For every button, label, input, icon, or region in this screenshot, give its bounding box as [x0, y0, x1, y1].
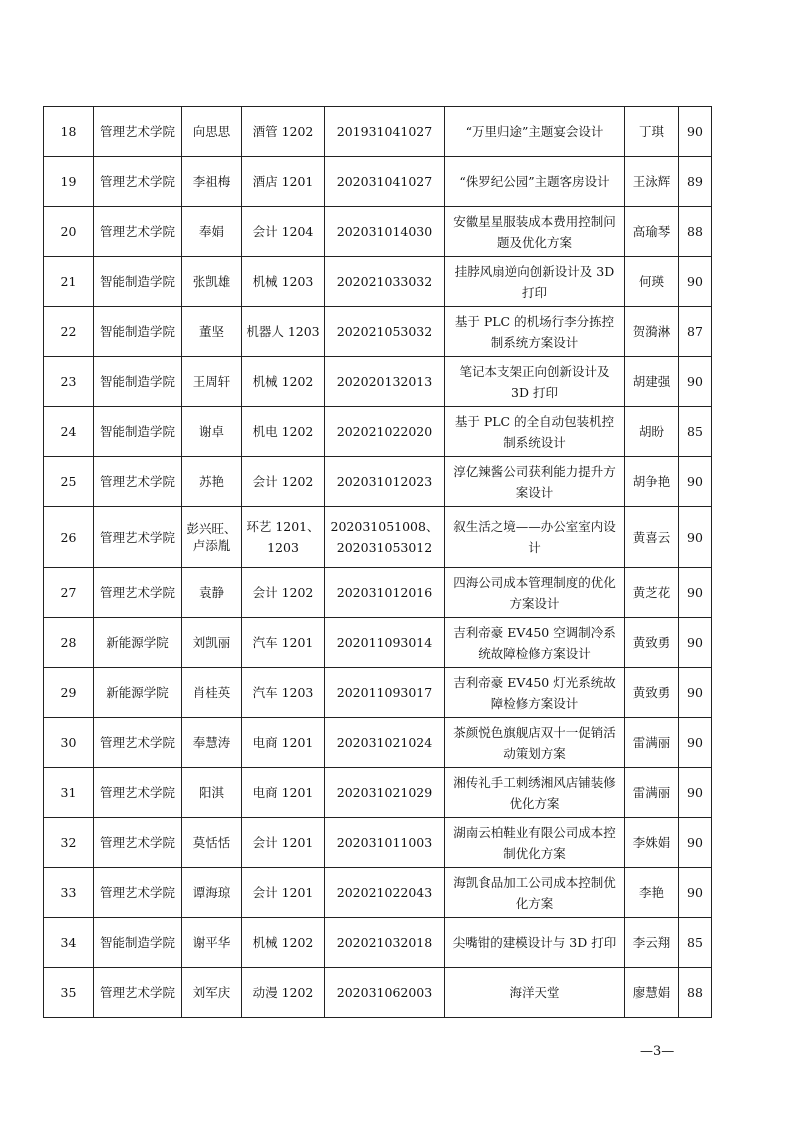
advisor-cell: 贺漪淋	[625, 307, 679, 357]
student-id-cell: 202031062003	[325, 968, 445, 1018]
student-name-cell: 刘军庆	[182, 968, 242, 1018]
row-number-cell: 34	[44, 918, 94, 968]
table-row	[44, 257, 712, 307]
table-row	[44, 157, 712, 207]
row-number-cell: 28	[44, 618, 94, 668]
table-row	[44, 507, 712, 568]
topic-cell: 湖南云柏鞋业有限公司成本控制优化方案	[445, 818, 625, 868]
topic-cell: 笔记本支架正向创新设计及 3D 打印	[445, 357, 625, 407]
row-number-cell: 29	[44, 668, 94, 718]
student-id-cell: 202031012023	[325, 457, 445, 507]
score-cell: 90	[679, 568, 712, 618]
score-cell: 87	[679, 307, 712, 357]
class-cell: 酒管 1202	[242, 107, 325, 157]
college-cell: 管理艺术学院	[94, 568, 182, 618]
student-id-cell: 202031011003	[325, 818, 445, 868]
advisor-cell: 雷满丽	[625, 768, 679, 818]
score-cell: 90	[679, 107, 712, 157]
page-number: —3—	[640, 1044, 675, 1059]
topic-cell: 吉利帝豪 EV450 灯光系统故障检修方案设计	[445, 668, 625, 718]
row-number-cell: 19	[44, 157, 94, 207]
advisor-cell: 高瑜琴	[625, 207, 679, 257]
college-cell: 智能制造学院	[94, 407, 182, 457]
table-row	[44, 407, 712, 457]
student-name-cell: 肖桂英	[182, 668, 242, 718]
results-table	[43, 106, 712, 1018]
score-cell: 90	[679, 457, 712, 507]
class-cell: 酒店 1201	[242, 157, 325, 207]
row-number-cell: 21	[44, 257, 94, 307]
topic-cell: 茶颜悦色旗舰店双十一促销活动策划方案	[445, 718, 625, 768]
score-cell: 88	[679, 968, 712, 1018]
student-id-cell: 202031021024	[325, 718, 445, 768]
table-row	[44, 968, 712, 1018]
topic-cell: 海洋天堂	[445, 968, 625, 1018]
row-number-cell: 24	[44, 407, 94, 457]
score-cell: 90	[679, 507, 712, 568]
advisor-cell: 李云翔	[625, 918, 679, 968]
class-cell: 汽车 1201	[242, 618, 325, 668]
score-cell: 90	[679, 357, 712, 407]
advisor-cell: 李艳	[625, 868, 679, 918]
class-cell: 环艺 1201、1203	[242, 507, 325, 568]
table-row	[44, 357, 712, 407]
results-table-container	[43, 106, 711, 1018]
advisor-cell: 廖慧娟	[625, 968, 679, 1018]
table-row	[44, 107, 712, 157]
student-name-cell: 彭兴旺、卢添胤	[182, 507, 242, 568]
student-id-cell: 202031041027	[325, 157, 445, 207]
score-cell: 90	[679, 257, 712, 307]
class-cell: 机械 1203	[242, 257, 325, 307]
topic-cell: 淳亿辣酱公司获利能力提升方案设计	[445, 457, 625, 507]
student-id-cell: 202031012016	[325, 568, 445, 618]
topic-cell: “侏罗纪公园”主题客房设计	[445, 157, 625, 207]
class-cell: 动漫 1202	[242, 968, 325, 1018]
row-number-cell: 23	[44, 357, 94, 407]
score-cell: 90	[679, 668, 712, 718]
advisor-cell: 胡建强	[625, 357, 679, 407]
student-name-cell: 奉娟	[182, 207, 242, 257]
row-number-cell: 32	[44, 818, 94, 868]
topic-cell: 叙生活之境——办公室室内设计	[445, 507, 625, 568]
topic-cell: 基于 PLC 的全自动包装机控制系统设计	[445, 407, 625, 457]
score-cell: 85	[679, 918, 712, 968]
score-cell: 90	[679, 768, 712, 818]
advisor-cell: 何瑛	[625, 257, 679, 307]
row-number-cell: 25	[44, 457, 94, 507]
topic-cell: 安徽星星服装成本费用控制问题及优化方案	[445, 207, 625, 257]
student-name-cell: 谢卓	[182, 407, 242, 457]
student-id-cell: 202021022043	[325, 868, 445, 918]
class-cell: 电商 1201	[242, 768, 325, 818]
student-id-cell: 202011093017	[325, 668, 445, 718]
student-id-cell: 202021033032	[325, 257, 445, 307]
topic-cell: 海凯食品加工公司成本控制优化方案	[445, 868, 625, 918]
student-id-cell: 202011093014	[325, 618, 445, 668]
student-name-cell: 董坚	[182, 307, 242, 357]
table-row	[44, 568, 712, 618]
topic-cell: 四海公司成本管理制度的优化方案设计	[445, 568, 625, 618]
student-name-cell: 苏艳	[182, 457, 242, 507]
college-cell: 管理艺术学院	[94, 868, 182, 918]
row-number-cell: 35	[44, 968, 94, 1018]
row-number-cell: 33	[44, 868, 94, 918]
class-cell: 机器人 1203	[242, 307, 325, 357]
student-name-cell: 李祖梅	[182, 157, 242, 207]
student-id-cell: 201931041027	[325, 107, 445, 157]
table-row	[44, 718, 712, 768]
college-cell: 智能制造学院	[94, 257, 182, 307]
student-name-cell: 袁静	[182, 568, 242, 618]
college-cell: 新能源学院	[94, 668, 182, 718]
table-row	[44, 618, 712, 668]
score-cell: 90	[679, 718, 712, 768]
student-name-cell: 向思思	[182, 107, 242, 157]
score-cell: 90	[679, 818, 712, 868]
topic-cell: 尖嘴钳的建模设计与 3D 打印	[445, 918, 625, 968]
row-number-cell: 31	[44, 768, 94, 818]
college-cell: 新能源学院	[94, 618, 182, 668]
advisor-cell: 王泳辉	[625, 157, 679, 207]
college-cell: 智能制造学院	[94, 357, 182, 407]
class-cell: 电商 1201	[242, 718, 325, 768]
college-cell: 智能制造学院	[94, 307, 182, 357]
college-cell: 管理艺术学院	[94, 818, 182, 868]
topic-cell: 湘传礼手工刺绣湘风店铺装修优化方案	[445, 768, 625, 818]
class-cell: 机械 1202	[242, 357, 325, 407]
class-cell: 会计 1204	[242, 207, 325, 257]
row-number-cell: 22	[44, 307, 94, 357]
class-cell: 会计 1201	[242, 818, 325, 868]
class-cell: 机电 1202	[242, 407, 325, 457]
table-row	[44, 868, 712, 918]
student-name-cell: 王周轩	[182, 357, 242, 407]
score-cell: 90	[679, 868, 712, 918]
student-id-cell: 202021022020	[325, 407, 445, 457]
college-cell: 管理艺术学院	[94, 968, 182, 1018]
advisor-cell: 胡盼	[625, 407, 679, 457]
topic-cell: 挂脖风扇逆向创新设计及 3D 打印	[445, 257, 625, 307]
student-name-cell: 莫恬恬	[182, 818, 242, 868]
student-id-cell: 202020132013	[325, 357, 445, 407]
student-id-cell: 202021053032	[325, 307, 445, 357]
topic-cell: 基于 PLC 的机场行李分拣控制系统方案设计	[445, 307, 625, 357]
table-row	[44, 457, 712, 507]
score-cell: 88	[679, 207, 712, 257]
advisor-cell: 黄芝花	[625, 568, 679, 618]
class-cell: 会计 1202	[242, 568, 325, 618]
college-cell: 管理艺术学院	[94, 718, 182, 768]
table-row	[44, 307, 712, 357]
student-id-cell: 202031014030	[325, 207, 445, 257]
table-body	[44, 107, 712, 1018]
advisor-cell: 黄致勇	[625, 618, 679, 668]
student-id-cell: 202031051008、202031053012	[325, 507, 445, 568]
advisor-cell: 雷满丽	[625, 718, 679, 768]
college-cell: 管理艺术学院	[94, 157, 182, 207]
topic-cell: “万里归途”主题宴会设计	[445, 107, 625, 157]
college-cell: 管理艺术学院	[94, 768, 182, 818]
score-cell: 90	[679, 618, 712, 668]
class-cell: 机械 1202	[242, 918, 325, 968]
student-id-cell: 202031021029	[325, 768, 445, 818]
row-number-cell: 26	[44, 507, 94, 568]
class-cell: 汽车 1203	[242, 668, 325, 718]
college-cell: 管理艺术学院	[94, 207, 182, 257]
student-name-cell: 阳淇	[182, 768, 242, 818]
class-cell: 会计 1202	[242, 457, 325, 507]
advisor-cell: 丁琪	[625, 107, 679, 157]
student-id-cell: 202021032018	[325, 918, 445, 968]
topic-cell: 吉利帝豪 EV450 空调制冷系统故障检修方案设计	[445, 618, 625, 668]
student-name-cell: 谭海琼	[182, 868, 242, 918]
row-number-cell: 20	[44, 207, 94, 257]
college-cell: 管理艺术学院	[94, 457, 182, 507]
student-name-cell: 刘凯丽	[182, 618, 242, 668]
advisor-cell: 黄致勇	[625, 668, 679, 718]
college-cell: 管理艺术学院	[94, 507, 182, 568]
row-number-cell: 30	[44, 718, 94, 768]
row-number-cell: 18	[44, 107, 94, 157]
table-row	[44, 668, 712, 718]
table-row	[44, 918, 712, 968]
table-row	[44, 818, 712, 868]
row-number-cell: 27	[44, 568, 94, 618]
table-row	[44, 207, 712, 257]
score-cell: 89	[679, 157, 712, 207]
student-name-cell: 奉慧涛	[182, 718, 242, 768]
advisor-cell: 李姝娟	[625, 818, 679, 868]
advisor-cell: 黄喜云	[625, 507, 679, 568]
student-name-cell: 张凯雄	[182, 257, 242, 307]
college-cell: 智能制造学院	[94, 918, 182, 968]
table-row	[44, 768, 712, 818]
class-cell: 会计 1201	[242, 868, 325, 918]
advisor-cell: 胡争艳	[625, 457, 679, 507]
score-cell: 85	[679, 407, 712, 457]
college-cell: 管理艺术学院	[94, 107, 182, 157]
student-name-cell: 谢平华	[182, 918, 242, 968]
